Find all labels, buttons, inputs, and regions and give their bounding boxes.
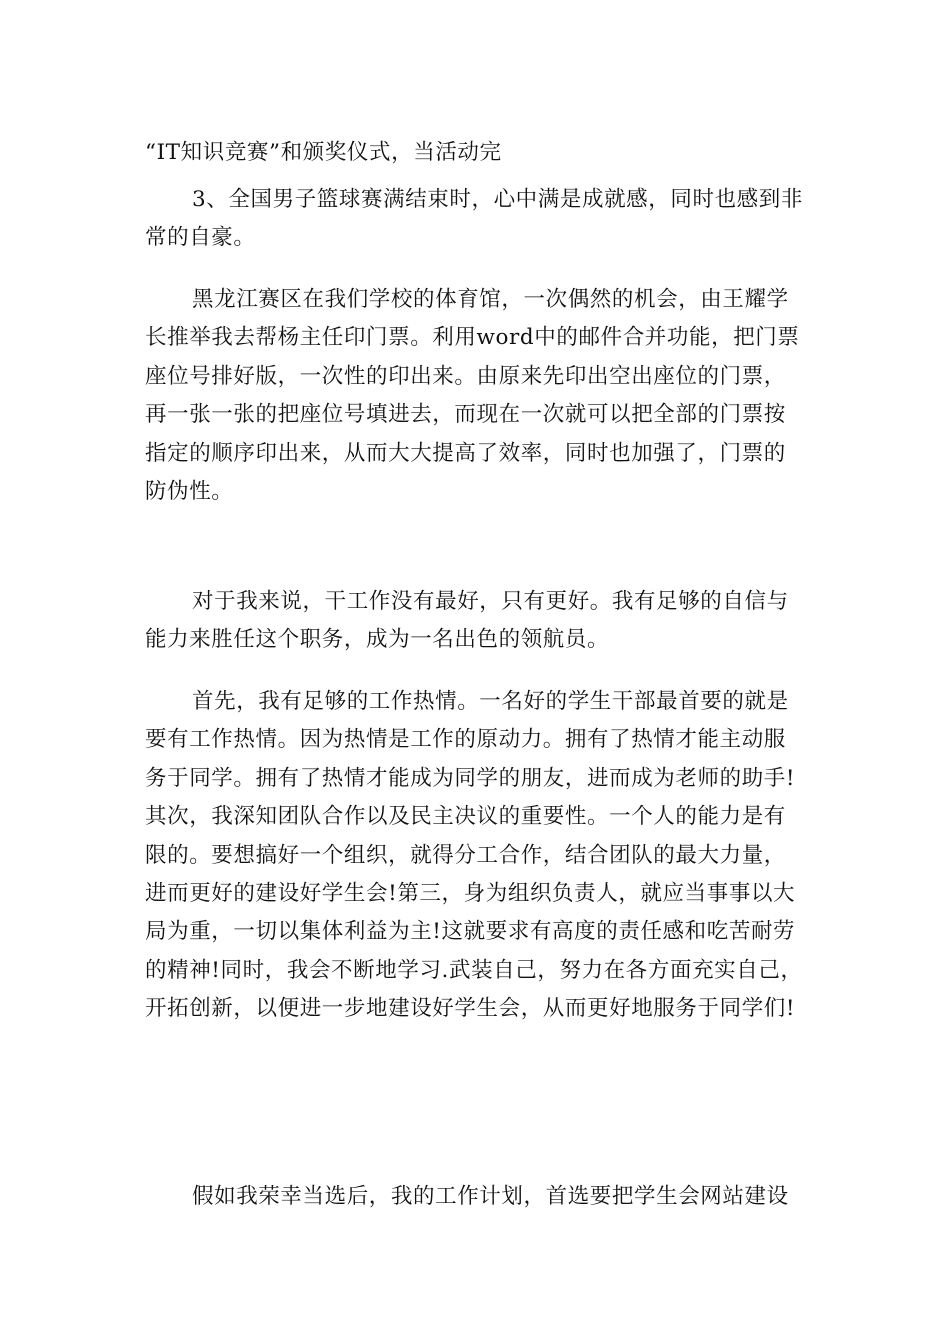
text-line: 限的。要想搞好一个组织，就得分工合作，结合团队的最大力量， [145, 842, 786, 868]
paragraph-work-plan [145, 1178, 815, 1216]
text-line: 防伪性。 [145, 478, 234, 504]
text-line: 其次，我深知团队合作以及民主决议的重要性。一个人的能力是有 [145, 804, 786, 830]
paragraph-ticket-printing [145, 281, 815, 511]
text-line: 长推举我去帮杨主任印门票。利用word中的邮件合并功能，把门票 [145, 325, 800, 351]
paragraph-enthusiasm [145, 683, 815, 1029]
text-line: “IT知识竞赛”和颁奖仪式，当活动完 [145, 140, 502, 165]
paragraph-item-3 [145, 181, 815, 258]
text-line: 进而更好的建设好学生会!第三，身为组织负责人，就应当事事以大 [145, 880, 796, 906]
text-line: 假如我荣幸当选后，我的工作计划，首选要把学生会网站建设 [192, 1184, 789, 1209]
text-line: 再一张一张的把座位号填进去，而现在一次就可以把全部的门票按 [145, 402, 786, 428]
text-line: 要有工作热情。因为热情是工作的原动力。拥有了热情才能主动服 [145, 727, 786, 753]
paragraph-confidence [145, 583, 815, 660]
text-line: 开拓创新，以便进一步地建设好学生会，从而更好地服务于同学们! [145, 996, 796, 1022]
text-line: 局为重，一切以集体利益为主!这就要求有高度的责任感和吃苦耐劳 [145, 919, 796, 945]
text-line: 指定的顺序印出来，从而大大提高了效率，同时也加强了，门票的 [145, 440, 786, 466]
text-line: 首先，我有足够的工作热情。一名好的学生干部最首要的就是 [192, 689, 789, 714]
text-line: 能力来胜任这个职务，成为一名出色的领航员。 [145, 627, 610, 653]
text-line: 常的自豪。 [145, 225, 256, 251]
text-line: 黑龙江赛区在我们学校的体育馆，一次偶然的机会，由王耀学 [192, 287, 789, 312]
text-line: 的精神!同时，我会不断地学习.武装自己，努力在各方面充实自己， [145, 957, 803, 983]
text-line: 对于我来说，干工作没有最好，只有更好。我有足够的自信与 [192, 589, 789, 614]
text-line: 座位号排好版，一次性的印出来。由原来先印出空出座位的门票， [145, 363, 786, 389]
text-line: 务于同学。拥有了热情才能成为同学的朋友，进而成为老师的助手! [145, 765, 796, 791]
text-line: 3、全国男子篮球赛满结束时，心中满是成就感，同时也感到非 [192, 187, 803, 212]
paragraph-continuation [145, 134, 815, 172]
